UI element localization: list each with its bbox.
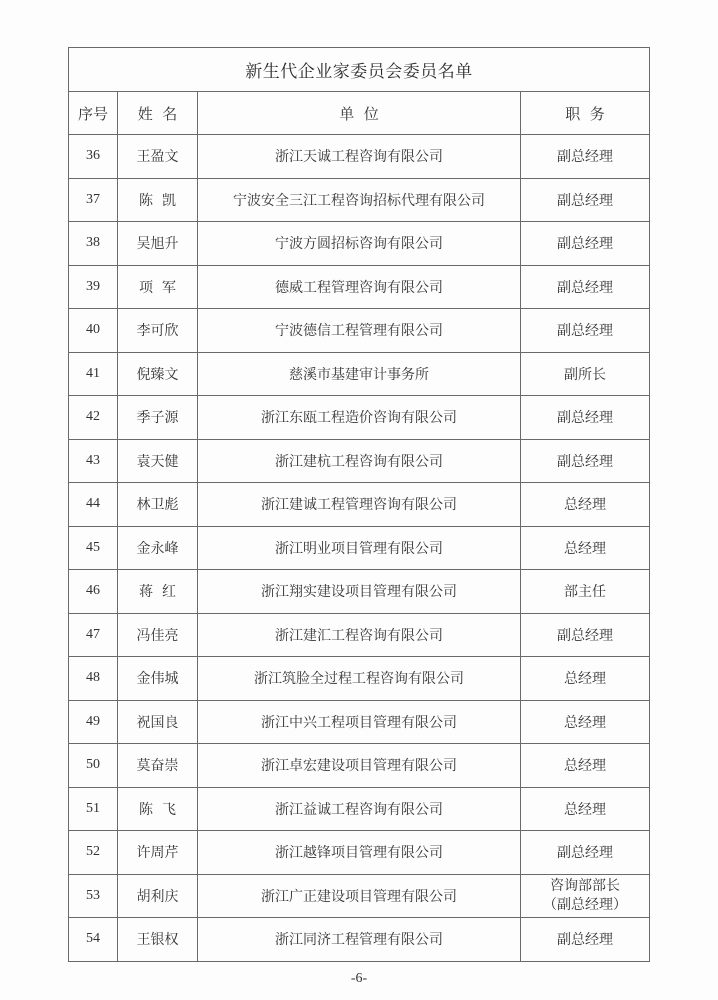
table-row xyxy=(69,657,650,701)
column-header-name: 姓 名 xyxy=(118,92,198,135)
table-row xyxy=(69,570,650,614)
member-roster-table xyxy=(68,47,650,962)
member-name: 金伟城 xyxy=(118,657,198,701)
member-unit: 浙江广正建设项目管理有限公司 xyxy=(198,874,521,918)
member-unit: 浙江中兴工程项目管理有限公司 xyxy=(198,700,521,744)
table-row xyxy=(69,439,650,483)
column-header-unit: 单 位 xyxy=(198,92,521,135)
table-row xyxy=(69,265,650,309)
member-unit: 慈溪市基建审计事务所 xyxy=(198,352,521,396)
member-unit: 浙江越锋项目管理有限公司 xyxy=(198,831,521,875)
row-number: 46 xyxy=(69,570,118,614)
member-title: 副总经理 xyxy=(521,135,650,179)
member-unit: 宁波安全三江工程咨询招标代理有限公司 xyxy=(198,178,521,222)
member-title: 副总经理 xyxy=(521,178,650,222)
table-row xyxy=(69,700,650,744)
table-row xyxy=(69,918,650,962)
row-number: 53 xyxy=(69,874,118,918)
member-title: 总经理 xyxy=(521,700,650,744)
table-row xyxy=(69,874,650,918)
table-row xyxy=(69,831,650,875)
table-header-row xyxy=(69,92,650,135)
table-title: 新生代企业家委员会委员名单 xyxy=(69,48,650,92)
member-title: 总经理 xyxy=(521,744,650,788)
table-row xyxy=(69,309,650,353)
member-name: 吴旭升 xyxy=(118,222,198,266)
member-name: 季子源 xyxy=(118,396,198,440)
member-title: 副总经理 xyxy=(521,439,650,483)
table-row xyxy=(69,396,650,440)
member-unit: 浙江同济工程管理有限公司 xyxy=(198,918,521,962)
table-row xyxy=(69,613,650,657)
row-number: 52 xyxy=(69,831,118,875)
member-unit: 浙江筑脸全过程工程咨询有限公司 xyxy=(198,657,521,701)
member-title-line1: 咨询部部长 xyxy=(550,877,620,894)
member-name: 项 军 xyxy=(118,265,198,309)
member-name: 胡利庆 xyxy=(118,874,198,918)
row-number: 51 xyxy=(69,787,118,831)
member-name: 莫奋崇 xyxy=(118,744,198,788)
row-number: 54 xyxy=(69,918,118,962)
row-number: 38 xyxy=(69,222,118,266)
member-unit: 浙江建诚工程管理咨询有限公司 xyxy=(198,483,521,527)
table-row xyxy=(69,352,650,396)
member-name: 金永峰 xyxy=(118,526,198,570)
page-number: -6- xyxy=(350,971,368,986)
member-name: 倪臻文 xyxy=(118,352,198,396)
table-row xyxy=(69,744,650,788)
member-unit: 宁波德信工程管理有限公司 xyxy=(198,309,521,353)
member-unit: 浙江益诚工程咨询有限公司 xyxy=(198,787,521,831)
member-title: 副总经理 xyxy=(521,265,650,309)
member-title: 部主任 xyxy=(521,570,650,614)
member-name: 陈 凯 xyxy=(118,178,198,222)
member-title: 副总经理 xyxy=(521,613,650,657)
row-number: 43 xyxy=(69,439,118,483)
member-title: 总经理 xyxy=(521,657,650,701)
row-number: 36 xyxy=(69,135,118,179)
member-title xyxy=(521,874,650,918)
member-name: 袁天健 xyxy=(118,439,198,483)
member-title: 总经理 xyxy=(521,483,650,527)
member-name: 冯佳亮 xyxy=(118,613,198,657)
member-title: 总经理 xyxy=(521,526,650,570)
member-title: 副总经理 xyxy=(521,309,650,353)
table-title-row xyxy=(69,48,650,92)
member-title: 副总经理 xyxy=(521,918,650,962)
row-number: 48 xyxy=(69,657,118,701)
member-title: 副所长 xyxy=(521,352,650,396)
table-row xyxy=(69,526,650,570)
member-unit: 浙江卓宏建设项目管理有限公司 xyxy=(198,744,521,788)
row-number: 41 xyxy=(69,352,118,396)
row-number: 42 xyxy=(69,396,118,440)
member-unit: 宁波方圆招标咨询有限公司 xyxy=(198,222,521,266)
member-title-line2: （副总经理） xyxy=(543,896,627,913)
member-unit: 浙江翔实建设项目管理有限公司 xyxy=(198,570,521,614)
member-name: 许周芹 xyxy=(118,831,198,875)
member-name: 蒋 红 xyxy=(118,570,198,614)
row-number: 37 xyxy=(69,178,118,222)
member-name: 王银权 xyxy=(118,918,198,962)
member-title: 副总经理 xyxy=(521,396,650,440)
table-row xyxy=(69,787,650,831)
column-header-number: 序号 xyxy=(69,92,118,135)
member-unit: 浙江明业项目管理有限公司 xyxy=(198,526,521,570)
column-header-title: 职 务 xyxy=(521,92,650,135)
member-name: 祝国良 xyxy=(118,700,198,744)
member-name: 陈 飞 xyxy=(118,787,198,831)
row-number: 50 xyxy=(69,744,118,788)
member-title: 副总经理 xyxy=(521,222,650,266)
member-unit: 浙江建汇工程咨询有限公司 xyxy=(198,613,521,657)
row-number: 47 xyxy=(69,613,118,657)
member-name: 林卫彪 xyxy=(118,483,198,527)
row-number: 49 xyxy=(69,700,118,744)
table-row xyxy=(69,222,650,266)
member-title: 副总经理 xyxy=(521,831,650,875)
member-unit: 德威工程管理咨询有限公司 xyxy=(198,265,521,309)
table-row xyxy=(69,178,650,222)
row-number: 44 xyxy=(69,483,118,527)
row-number: 40 xyxy=(69,309,118,353)
member-name: 李可欣 xyxy=(118,309,198,353)
table-row xyxy=(69,483,650,527)
row-number: 39 xyxy=(69,265,118,309)
row-number: 45 xyxy=(69,526,118,570)
member-unit: 浙江天诚工程咨询有限公司 xyxy=(198,135,521,179)
member-name: 王盈文 xyxy=(118,135,198,179)
table-row xyxy=(69,135,650,179)
member-unit: 浙江建杭工程咨询有限公司 xyxy=(198,439,521,483)
member-title: 总经理 xyxy=(521,787,650,831)
member-unit: 浙江东瓯工程造价咨询有限公司 xyxy=(198,396,521,440)
